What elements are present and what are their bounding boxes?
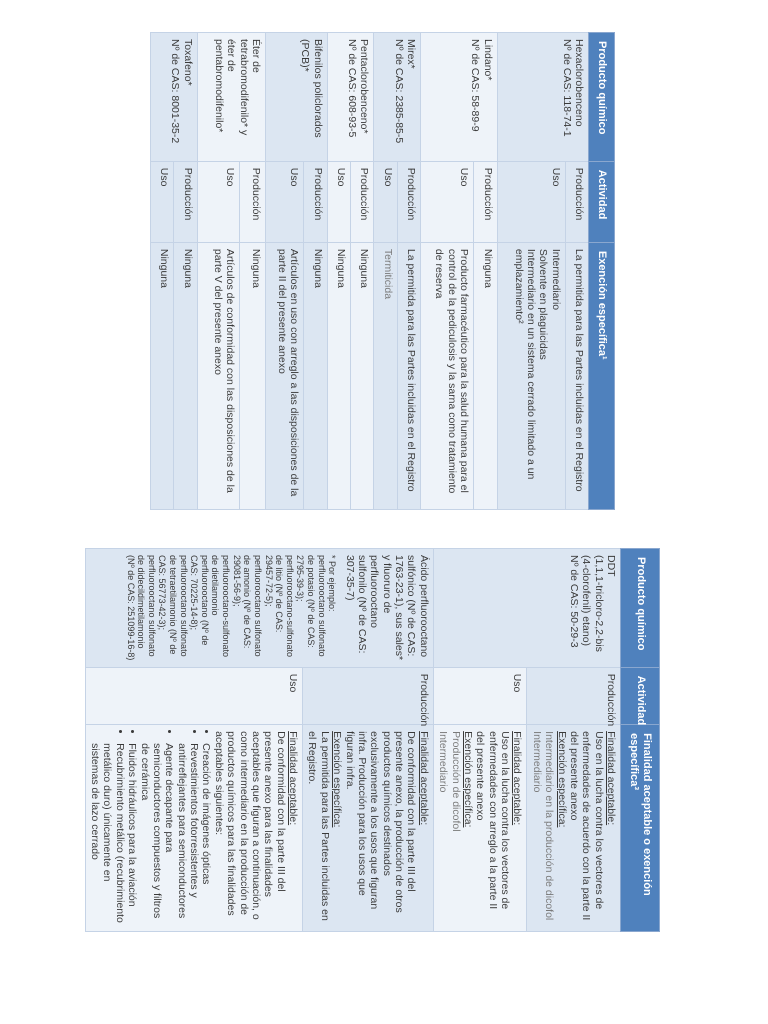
activity-cell: Producción: [397, 161, 420, 242]
activity-cell: Producción: [527, 667, 621, 724]
table-2: [85, 548, 660, 932]
activity-cell: Uso: [265, 161, 303, 242]
table-row: [304, 33, 327, 510]
chemical-cell: Hexaclorobenceno Nº de CAS: 118-74-1: [497, 33, 588, 162]
exemption-cell: Ninguna: [474, 242, 497, 509]
pfos-chemical-cell: [85, 549, 433, 668]
header-activity: Actividad: [589, 161, 615, 242]
table-row: [303, 549, 434, 932]
exemption-cell: Ninguna: [327, 242, 350, 509]
activity-cell: Uso: [420, 161, 473, 242]
pfos-examples: * Por ejemplo: perfluorooctano sulfonato de potasio (Nº de CAS: 2795-39-3); perfluorooctano-sulfonato de litio (Nº de CAS: 29457-72-5); perfluorooctano sulfonato de amonio (Nº de CAS: 29081-56-9); perfluorooctano-sulfonato de dietilamonio perfluorooctano (Nº de CAS: 70225-14-8); perfluorooctano sulfonato de tetraetilamonio (Nº de CAS: 56773-42-3); perfluorooctano sulfonato de didecildimetilamonio (Nº de CAS: 251099-16-8): [125, 555, 338, 661]
exemption-cell: Producto farmacéutico para la salud humana para el control de la pediculosis y la sarna como tratamiento de reserva: [420, 242, 473, 509]
table-row: [527, 549, 621, 932]
table-row: [240, 33, 266, 510]
activity-cell: Producción: [174, 161, 197, 242]
activity-cell: Uso: [151, 161, 174, 242]
chemical-cell: Éter de tetrabromodifenilo* y éter de pentabromodifenilo*: [197, 33, 265, 162]
table-row: [350, 33, 373, 510]
header-exemption: Exención específica¹: [589, 242, 615, 509]
exemption-cell: Termiticida: [374, 242, 397, 509]
exemption-text: Intermediario: [530, 731, 543, 793]
exemption-cell: Artículos de conformidad con las disposiciones de la parte V del presente anexo: [197, 242, 239, 509]
table-row: [565, 33, 588, 510]
activity-cell: Uso: [327, 161, 350, 242]
table-row: [174, 33, 197, 510]
chemical-cell: Lindano* Nº de CAS: 58-89-9: [420, 33, 497, 162]
exemption-cell: Ninguna: [304, 242, 327, 509]
pfos-name: Ácido perfluorooctano sulfónico (Nº de CAS: 1763-23-1), sus sales* y fluoruro de perfluorooctano sulfonilo (Nº de CAS: 307-35-7): [343, 555, 430, 661]
purpose-bullet-list: [89, 731, 213, 925]
exemption-cell: La permitida para las Partes incluidas en el Registro: [565, 242, 588, 509]
exemption-text: La permitida para las Partes incluidas en el Registro.: [306, 731, 331, 921]
exemption-label: Exención específica:: [555, 731, 568, 828]
chemical-cell: Toxafeno* Nº de CAS: 8001-35-2: [151, 33, 198, 162]
table-row: [397, 33, 420, 510]
exemption-label: Exención específica:: [461, 731, 474, 828]
table-1-header: [589, 33, 615, 510]
exemption-cell: Ninguna: [350, 242, 373, 509]
chemical-table-2: [89, 548, 660, 932]
purpose-label: Finalidad aceptable:: [417, 731, 430, 826]
activity-cell: Producción: [350, 161, 373, 242]
exemption-cell: Artículos en uso con arreglo a las disposiciones de la parte II del presente anexo: [265, 242, 303, 509]
purpose-text: Uso en la lucha contra los vectores de enfermedades de acuerdo con la parte II del presente anexo: [567, 731, 605, 921]
chemical-table-1: [150, 32, 615, 510]
activity-cell: Producción: [474, 161, 497, 242]
purpose-cell: [85, 725, 302, 932]
list-item: • Recubrimiento metálico (recubrimiento metálico duro) únicamente en sistemas de lazo cerrado: [89, 743, 126, 925]
table-row: [474, 33, 497, 510]
purpose-text: Uso en la lucha contra los vectores de enfermedades con arreglo a la parte II del presente anexo: [474, 731, 512, 910]
exemption-cell: Intermediario Solvente en plaguicidas Intermediario en un sistema cerrado limitado a un emplazamiento²: [497, 242, 565, 509]
purpose-text: De conformidad con la parte III del presente anexo para las finalidades aceptables que figuran a continuación, o como intermediario en la producción de productos químicos para las finalidades aceptables siguientes:: [212, 731, 287, 920]
purpose-cell: [527, 725, 621, 932]
purpose-label: Finalidad aceptable:: [511, 731, 524, 826]
purpose-cell: [433, 725, 527, 932]
activity-cell: Uso: [433, 667, 527, 724]
purpose-text: De conformidad con la parte III del presente anexo, la producción de otros productos químicos destinados exclusivamente a los usos que figuran infra. Producción para los usos que figuran infra.: [343, 731, 418, 913]
exemption-cell: Ninguna: [240, 242, 266, 509]
exemption-cell: Ninguna: [174, 242, 197, 509]
activity-cell: Producción: [304, 161, 327, 242]
chemical-cell: Mirex* Nº de CAS: 2385-85-5: [374, 33, 421, 162]
header-chemical: Producto químico: [589, 33, 615, 162]
header-purpose: Finalidad aceptable o exención específica³: [621, 725, 660, 932]
activity-cell: Producción: [565, 161, 588, 242]
exemption-label: Exención específica:: [331, 731, 344, 828]
header-activity: Actividad: [621, 667, 660, 724]
exemption-cell: La permitida para las Partes incluidas en el Registro: [397, 242, 420, 509]
list-item: • Creación de imágenes ópticas: [200, 743, 212, 925]
exemption-text: Producción de dicofol: [449, 731, 462, 832]
ddt-chemical-cell: DDT (1,1,1-tricloro-2,2-bis (4-clorofenil) etano) Nº de CAS: 50-29-3: [433, 549, 620, 668]
activity-cell: Uso: [85, 667, 302, 724]
exemption-cell: Ninguna: [151, 242, 174, 509]
activity-cell: Uso: [374, 161, 397, 242]
purpose-cell: [303, 725, 434, 932]
table-2-header: [621, 549, 660, 932]
chemical-cell: Bifenilos policlorados (PCB)*: [265, 33, 327, 162]
purpose-label: Finalidad aceptable:: [287, 731, 300, 826]
list-item: • Fluidos hidráulicos para la aviación: [126, 743, 138, 925]
table-1: [150, 32, 615, 510]
list-item: • Agente decapante para semiconductores compuestos y filtros de cerámica: [138, 743, 175, 925]
activity-cell: Uso: [497, 161, 565, 242]
header-chemical: Producto químico: [621, 549, 660, 668]
list-item: • Revestimientos fotorresistentes y antirreflejantes para semiconductores: [175, 743, 200, 925]
activity-cell: Producción: [240, 161, 266, 242]
activity-cell: Producción: [303, 667, 434, 724]
activity-cell: Uso: [197, 161, 239, 242]
chemical-cell: Pentaclorobenceno* Nº de CAS: 608-93-5: [327, 33, 374, 162]
exemption-text: Intermediario en la producción de dicofol: [543, 731, 556, 921]
purpose-label: Finalidad aceptable:: [605, 731, 618, 826]
exemption-text: Intermediario: [437, 731, 450, 793]
